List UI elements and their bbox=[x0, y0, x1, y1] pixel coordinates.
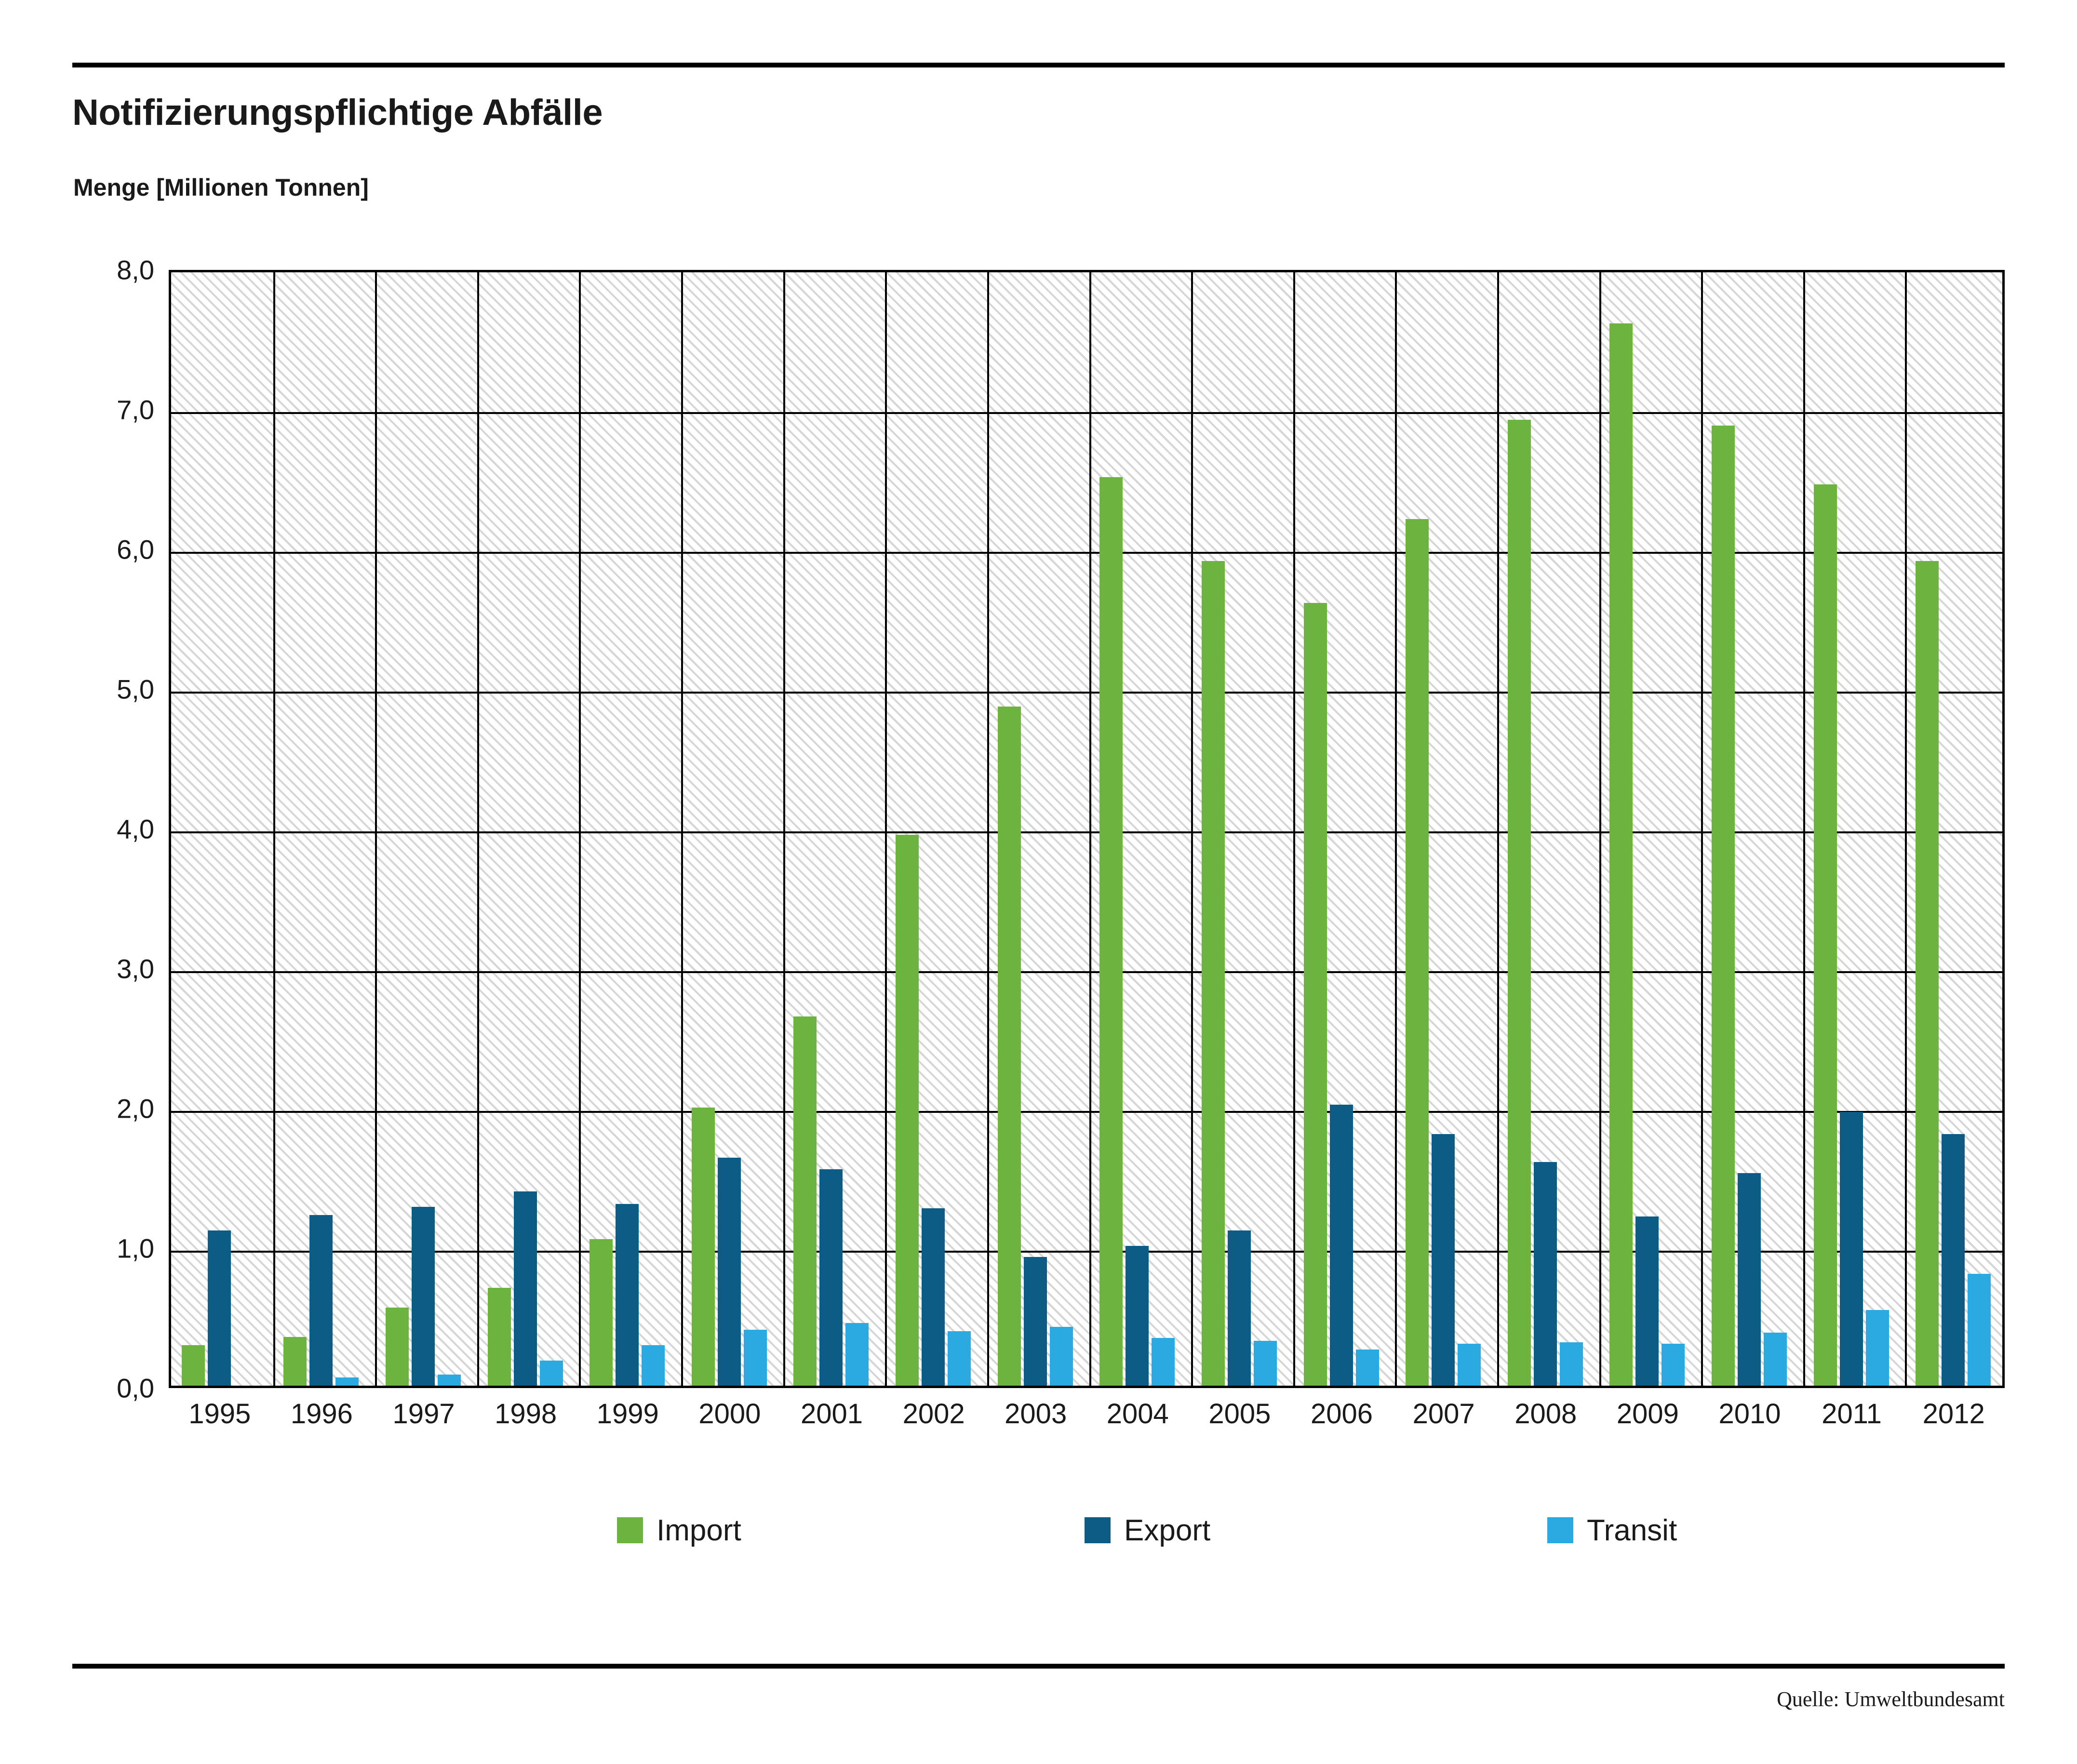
bar-transit bbox=[438, 1375, 461, 1386]
y-tick-label: 3,0 bbox=[117, 953, 154, 984]
legend-swatch-icon bbox=[1085, 1517, 1111, 1543]
plot-wrapper bbox=[72, 254, 2005, 1403]
legend-item-import[interactable] bbox=[617, 1509, 741, 1552]
bar-transit bbox=[642, 1345, 665, 1386]
x-tick-label: 2009 bbox=[1616, 1398, 1679, 1430]
bar-import bbox=[692, 1108, 715, 1386]
bar-group bbox=[1803, 272, 1905, 1386]
bar-group bbox=[375, 272, 477, 1386]
x-tick-label: 2006 bbox=[1311, 1398, 1373, 1430]
x-tick-label: 2007 bbox=[1412, 1398, 1475, 1430]
chart-legend bbox=[72, 1509, 2005, 1552]
bottom-divider bbox=[72, 1664, 2005, 1669]
bar-import bbox=[1712, 426, 1735, 1386]
bar-export bbox=[616, 1204, 639, 1386]
legend-item-export[interactable] bbox=[1085, 1509, 1210, 1552]
bar-group bbox=[1395, 272, 1497, 1386]
bar-export bbox=[1942, 1134, 1965, 1386]
legend-swatch-icon bbox=[617, 1517, 643, 1543]
bar-import bbox=[1202, 561, 1225, 1386]
y-tick-label: 5,0 bbox=[117, 674, 154, 705]
bar-group bbox=[1905, 272, 2005, 1386]
bar-import bbox=[1916, 561, 1939, 1386]
bar-group bbox=[783, 272, 885, 1386]
y-axis-labels bbox=[72, 254, 154, 1403]
bar-group bbox=[273, 272, 375, 1386]
bar-import bbox=[1304, 603, 1327, 1386]
y-tick-label: 1,0 bbox=[117, 1233, 154, 1264]
bar-export bbox=[1534, 1162, 1557, 1386]
legend-label: Transit bbox=[1587, 1513, 1677, 1547]
chart-subtitle: Menge [Millionen Tonnen] bbox=[73, 174, 369, 201]
legend-label: Import bbox=[657, 1513, 741, 1547]
bar-export bbox=[514, 1191, 537, 1386]
top-divider bbox=[72, 63, 2005, 67]
x-tick-label: 2000 bbox=[698, 1398, 761, 1430]
bar-transit bbox=[1356, 1350, 1379, 1386]
x-axis-labels bbox=[169, 1398, 2005, 1441]
bar-export bbox=[1635, 1216, 1659, 1386]
bar-export bbox=[1126, 1246, 1149, 1386]
bar-export bbox=[1738, 1173, 1761, 1386]
x-tick-label: 2004 bbox=[1106, 1398, 1169, 1430]
plot-area bbox=[169, 270, 2005, 1388]
x-tick-label: 1998 bbox=[495, 1398, 557, 1430]
bar-transit bbox=[1764, 1333, 1787, 1386]
bar-group bbox=[885, 272, 987, 1386]
bar-export bbox=[309, 1215, 333, 1386]
x-tick-label: 2003 bbox=[1005, 1398, 1067, 1430]
bar-export bbox=[412, 1207, 435, 1386]
bar-transit bbox=[948, 1331, 971, 1386]
bar-export bbox=[1432, 1134, 1455, 1386]
bar-group bbox=[987, 272, 1089, 1386]
bar-group bbox=[579, 272, 681, 1386]
bar-transit bbox=[1662, 1344, 1685, 1386]
bar-import bbox=[1814, 484, 1837, 1386]
bar-export bbox=[922, 1208, 945, 1386]
bar-transit bbox=[1458, 1344, 1481, 1386]
bar-import bbox=[1099, 477, 1123, 1386]
bar-export bbox=[1024, 1257, 1047, 1386]
bar-import bbox=[590, 1239, 613, 1386]
bar-transit bbox=[1050, 1327, 1073, 1386]
bar-import bbox=[1609, 323, 1633, 1386]
bar-group bbox=[1293, 272, 1395, 1386]
source-note: Quelle: Umweltbundesamt bbox=[1777, 1687, 2005, 1711]
bar-transit bbox=[1152, 1338, 1175, 1386]
bar-transit bbox=[1254, 1341, 1277, 1386]
x-tick-label: 2012 bbox=[1922, 1398, 1985, 1430]
y-tick-label: 7,0 bbox=[117, 394, 154, 425]
x-tick-label: 1997 bbox=[392, 1398, 455, 1430]
bar-transit bbox=[845, 1323, 869, 1386]
bar-transit bbox=[1968, 1274, 1991, 1386]
x-tick-label: 1999 bbox=[596, 1398, 659, 1430]
bar-transit bbox=[1866, 1310, 1889, 1386]
legend-label: Export bbox=[1124, 1513, 1211, 1547]
bar-group bbox=[1497, 272, 1599, 1386]
bar-import bbox=[1508, 420, 1531, 1386]
bar-export bbox=[1330, 1105, 1353, 1386]
legend-swatch-icon bbox=[1547, 1517, 1573, 1543]
bar-transit bbox=[1560, 1342, 1583, 1386]
bar-export bbox=[819, 1169, 843, 1386]
page-title: Notifizierungspflichtige Abfälle bbox=[72, 92, 603, 133]
bar-group bbox=[477, 272, 579, 1386]
bar-export bbox=[208, 1230, 231, 1386]
x-tick-label: 1996 bbox=[290, 1398, 353, 1430]
bar-import bbox=[488, 1288, 511, 1386]
x-tick-label: 1995 bbox=[188, 1398, 251, 1430]
bar-transit bbox=[540, 1361, 563, 1386]
y-tick-label: 6,0 bbox=[117, 534, 154, 565]
bar-group bbox=[1701, 272, 1803, 1386]
bar-import bbox=[283, 1337, 307, 1386]
bar-import bbox=[386, 1308, 409, 1386]
bar-export bbox=[1840, 1112, 1863, 1386]
y-tick-label: 8,0 bbox=[117, 254, 154, 285]
bar-group bbox=[681, 272, 783, 1386]
legend-item-transit[interactable] bbox=[1547, 1509, 1677, 1552]
x-tick-label: 2010 bbox=[1718, 1398, 1781, 1430]
bar-export bbox=[1228, 1230, 1251, 1386]
bar-group bbox=[1599, 272, 1702, 1386]
bar-group bbox=[171, 272, 273, 1386]
x-tick-label: 2005 bbox=[1208, 1398, 1271, 1430]
bar-group bbox=[1191, 272, 1293, 1386]
x-tick-label: 2001 bbox=[800, 1398, 863, 1430]
bar-import bbox=[896, 835, 919, 1386]
y-tick-label: 0,0 bbox=[117, 1373, 154, 1403]
y-tick-label: 2,0 bbox=[117, 1093, 154, 1124]
x-tick-label: 2008 bbox=[1514, 1398, 1577, 1430]
x-tick-label: 2002 bbox=[902, 1398, 965, 1430]
bar-group bbox=[1089, 272, 1192, 1386]
bar-import bbox=[793, 1016, 817, 1386]
y-tick-label: 4,0 bbox=[117, 814, 154, 844]
bar-transit bbox=[744, 1330, 767, 1386]
bar-import bbox=[998, 707, 1021, 1386]
bar-transit bbox=[335, 1377, 359, 1386]
bar-import bbox=[1406, 519, 1429, 1386]
bar-import bbox=[182, 1345, 205, 1386]
bar-export bbox=[718, 1158, 741, 1386]
x-tick-label: 2011 bbox=[1822, 1398, 1882, 1430]
